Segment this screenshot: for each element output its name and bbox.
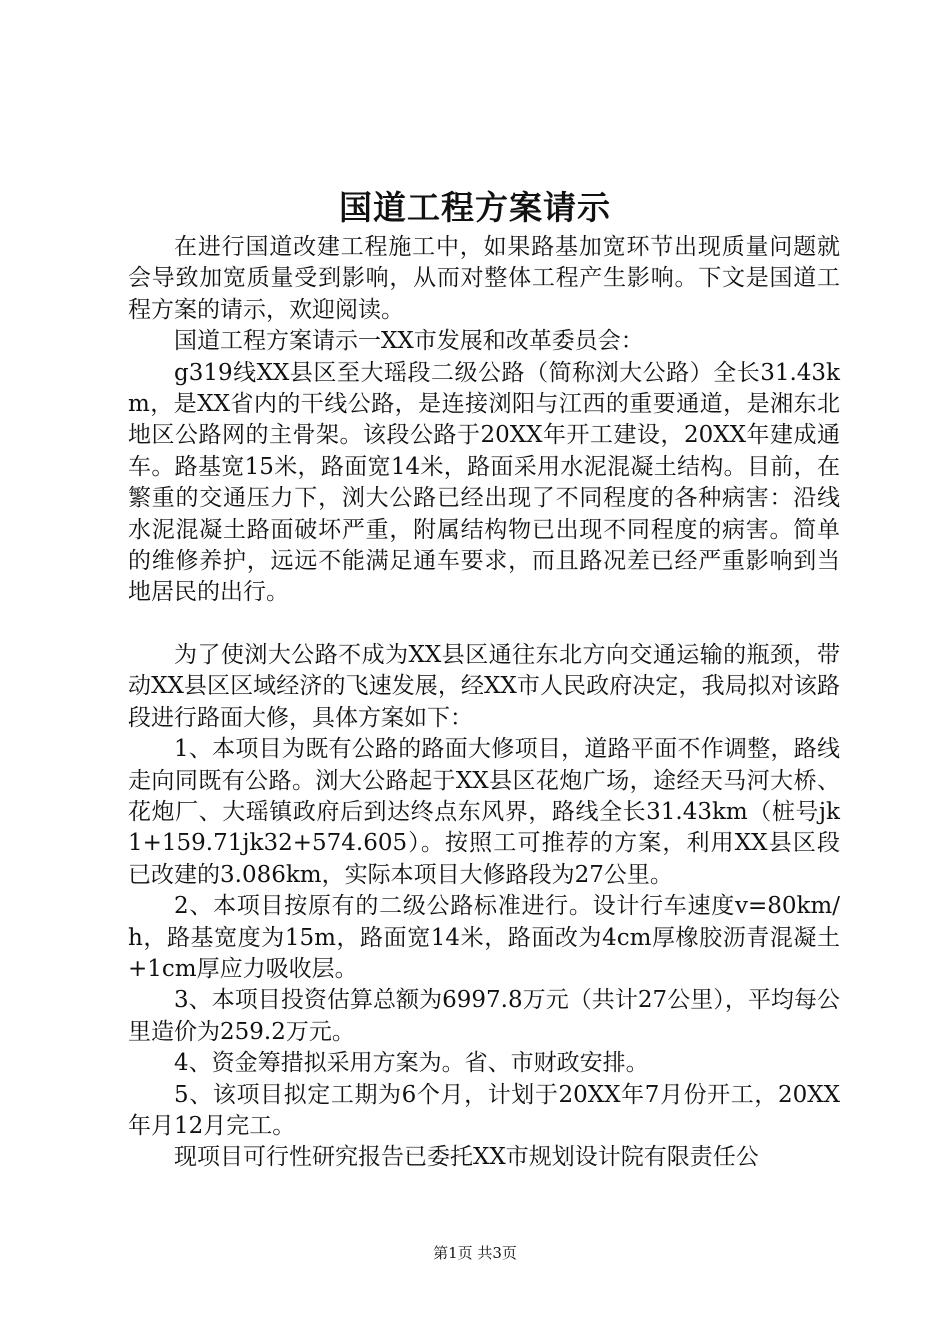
paragraph-item-1: 1、本项目为既有公路的路面大修项目，道路平面不作调整，路线走向同既有公路。浏大公路起于XX县区花炮广场，途经天马河大桥、花炮厂、大瑶镇政府后到达终点东风界，路线全长31.43km（桩号jk1+159.71jk32+574.605）。按照工可推荐的方案，利用XX县区段已改建的3.086km，实际本项目大修路段为27公里。 bbox=[128, 736, 840, 888]
paragraph-background: g319线XX县区至大瑶段二级公路（简称浏大公路）全长31.43km，是XX省内的干线公路，是连接浏阳与江西的重要通道，是湘东北地区公路网的主骨架。该段公路于20XX年开工建设，20XX年建成通车。路基宽15米，路面宽14米，路面采用水泥混凝土结构。目前，在繁重的交通压力下，浏大公路已经出现了不同程度的各种病害：沿线水泥混凝土路面破坏严重，附属结构物已出现不同程度的病害。简单的维修养护，远远不能满足通车要求，而且路况差已经严重影响到当地居民的出行。 bbox=[128, 359, 840, 606]
paragraph-closing: 现项目可行性研究报告已委托XX市规划设计院有限责任公 bbox=[174, 1144, 759, 1171]
paragraph-item-2: 2、本项目按原有的二级公路标准进行。设计行车速度v=80km/h，路基宽度为15m，路面宽14米，路面改为4cm厚橡胶沥青混凝土+1cm厚应力吸收层。 bbox=[128, 893, 840, 982]
paragraph-item-5: 5、该项目拟定工期为6个月，计划于20XX年7月份开工，20XX年月12月完工。 bbox=[128, 1081, 840, 1139]
paragraph-item-4: 4、资金筹措拟采用方案为。省、市财政安排。 bbox=[174, 1050, 649, 1077]
document-body bbox=[128, 232, 840, 1174]
paragraph-purpose: 为了使浏大公路不成为XX县区通往东北方向交通运输的瓶颈，带动XX县区区域经济的飞速发展，经XX市人民政府决定，我局拟对该路段进行路面大修，具体方案如下： bbox=[128, 641, 840, 731]
page-footer: 第1页 共3页 bbox=[433, 1244, 517, 1262]
paragraph-addressee: 国道工程方案请示一XX市发展和改革委员会： bbox=[174, 328, 644, 355]
document-title: 国道工程方案请示 bbox=[339, 188, 611, 227]
paragraph-item-3: 3、本项目投资估算总额为6997.8万元（共计27公里），平均每公里造价为259.2万元。 bbox=[128, 987, 840, 1045]
paragraph-intro: 在进行国道改建工程施工中，如果路基加宽环节出现质量问题就会导致加宽质量受到影响，从而对整体工程产生影响。下文是国道工程方案的请示，欢迎阅读。 bbox=[128, 234, 840, 323]
